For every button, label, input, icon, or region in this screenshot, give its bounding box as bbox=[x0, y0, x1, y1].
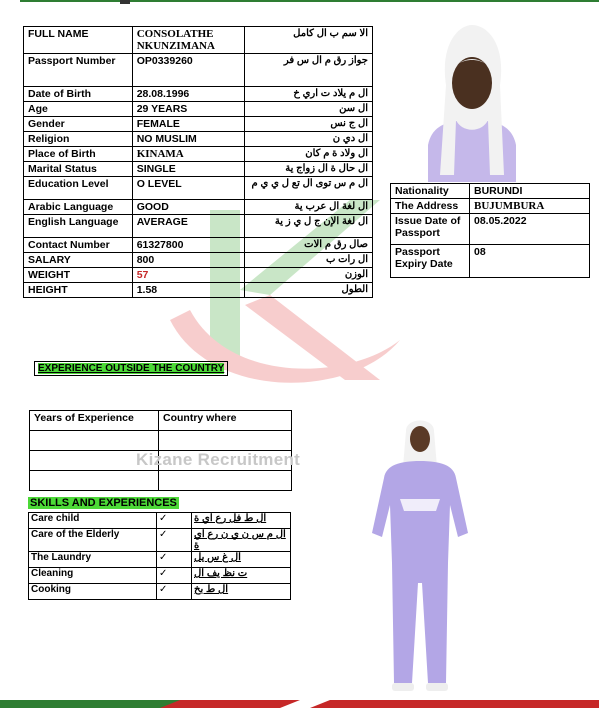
skills-table bbox=[28, 512, 291, 600]
table-cell bbox=[30, 431, 159, 451]
field-label: Nationality bbox=[391, 184, 470, 199]
age-value: 29 YEARS bbox=[132, 102, 244, 117]
issue-date-value: 08.05.2022 bbox=[470, 214, 590, 245]
table-row bbox=[29, 529, 291, 552]
table-row bbox=[24, 215, 373, 238]
field-label: English Language bbox=[24, 215, 133, 238]
field-label: Gender bbox=[24, 117, 133, 132]
arabic-label: ال لغة الإن ج ل ي ز ية bbox=[244, 215, 372, 238]
nationality-value: BURUNDI bbox=[470, 184, 590, 199]
field-label: Issue Date of Passport bbox=[391, 214, 470, 245]
bottom-stripe bbox=[0, 700, 599, 708]
arabic-label: ال سن bbox=[244, 102, 372, 117]
table-row bbox=[24, 162, 373, 177]
table-row bbox=[24, 268, 373, 283]
personal-details-table bbox=[23, 26, 373, 298]
field-label: Religion bbox=[24, 132, 133, 147]
table-row bbox=[29, 584, 291, 600]
table-row bbox=[391, 214, 590, 245]
passport-details-table bbox=[390, 183, 590, 278]
arabic-language-value: GOOD bbox=[132, 200, 244, 215]
field-label: Contact Number bbox=[24, 238, 133, 253]
table-row bbox=[30, 411, 292, 431]
arabic-label: ال ط فل رع اي ة bbox=[192, 513, 291, 529]
field-label: FULL NAME bbox=[24, 27, 133, 54]
table-row bbox=[24, 117, 373, 132]
table-row bbox=[29, 552, 291, 568]
arabic-label: ال غ س يل bbox=[192, 552, 291, 568]
weight-value: 57 bbox=[132, 268, 244, 283]
column-header: Country where bbox=[159, 411, 292, 431]
marital-status-value: SINGLE bbox=[132, 162, 244, 177]
arabic-label: الطول bbox=[244, 283, 372, 298]
table-row bbox=[24, 54, 373, 87]
experience-title: EXPERIENCE OUTSIDE THE COUNTRY bbox=[34, 361, 228, 376]
arabic-label: جواز رق م ال س فر bbox=[244, 54, 372, 87]
table-row bbox=[24, 238, 373, 253]
check-icon: ✓ bbox=[157, 513, 192, 529]
check-icon: ✓ bbox=[157, 529, 192, 552]
table-row bbox=[24, 87, 373, 102]
address-value: BUJUMBURA bbox=[470, 199, 590, 214]
expiry-date-value: 08 bbox=[470, 245, 590, 278]
arabic-label: ال ط بخ bbox=[192, 584, 291, 600]
table-row bbox=[24, 132, 373, 147]
top-rule bbox=[20, 0, 599, 2]
field-label: The Address bbox=[391, 199, 470, 214]
arabic-label: ال ج نس bbox=[244, 117, 372, 132]
arabic-label: ال رات ب bbox=[244, 253, 372, 268]
education-value: O LEVEL bbox=[132, 177, 244, 200]
arabic-label: الا سم ب ال كامل bbox=[244, 27, 372, 54]
gender-value: FEMALE bbox=[132, 117, 244, 132]
height-value: 1.58 bbox=[132, 283, 244, 298]
full-name-value: CONSOLATHE NKUNZIMANA bbox=[132, 27, 244, 54]
table-row bbox=[29, 568, 291, 584]
table-row bbox=[24, 253, 373, 268]
table-row bbox=[24, 283, 373, 298]
contact-number-value: 61327800 bbox=[132, 238, 244, 253]
arabic-label: الوزن bbox=[244, 268, 372, 283]
arabic-label: ال م يلاد ت اري خ bbox=[244, 87, 372, 102]
field-label: Place of Birth bbox=[24, 147, 133, 162]
table-cell bbox=[30, 471, 159, 491]
place-of-birth-value: KINAMA bbox=[132, 147, 244, 162]
arabic-label: ال ولاد ة م كان bbox=[244, 147, 372, 162]
passport-number-value: OP0339260 bbox=[132, 54, 244, 87]
skill-label: Cooking bbox=[29, 584, 157, 600]
field-label: Passport Expiry Date bbox=[391, 245, 470, 278]
top-mark bbox=[120, 0, 130, 4]
check-icon: ✓ bbox=[157, 568, 192, 584]
dob-value: 28.08.1996 bbox=[132, 87, 244, 102]
watermark-text: Kizane Recruitment bbox=[136, 450, 301, 469]
check-icon: ✓ bbox=[157, 584, 192, 600]
field-label: Education Level bbox=[24, 177, 133, 200]
column-header: Years of Experience bbox=[30, 411, 159, 431]
religion-value: NO MUSLIM bbox=[132, 132, 244, 147]
table-cell bbox=[159, 471, 292, 491]
table-row bbox=[24, 177, 373, 200]
field-label: Marital Status bbox=[24, 162, 133, 177]
table-row bbox=[24, 147, 373, 162]
arabic-label: ال لغة ال عرب ية bbox=[244, 200, 372, 215]
skill-label: The Laundry bbox=[29, 552, 157, 568]
table-row bbox=[24, 102, 373, 117]
field-label: Arabic Language bbox=[24, 200, 133, 215]
skills-title: SKILLS AND EXPERIENCES bbox=[30, 497, 177, 509]
table-row bbox=[24, 27, 373, 54]
salary-value: 800 bbox=[132, 253, 244, 268]
field-label: Passport Number bbox=[24, 54, 133, 87]
skill-label: Care of the Elderly bbox=[29, 529, 157, 552]
arabic-label: ال م س ن ي ن رع اي ة bbox=[192, 529, 291, 552]
arabic-label: ت نظ يف ال bbox=[192, 568, 291, 584]
table-cell bbox=[159, 431, 292, 451]
english-language-value: AVERAGE bbox=[132, 215, 244, 238]
arabic-label: ال م س توى ال تع ل ي ي م bbox=[244, 177, 372, 200]
table-row bbox=[24, 200, 373, 215]
check-icon: ✓ bbox=[157, 552, 192, 568]
arabic-label: ال حال ة ال زواج ية bbox=[244, 162, 372, 177]
field-label: Date of Birth bbox=[24, 87, 133, 102]
table-row bbox=[30, 431, 292, 451]
skill-label: Care child bbox=[29, 513, 157, 529]
field-label: WEIGHT bbox=[24, 268, 133, 283]
arabic-label: ال دي ن bbox=[244, 132, 372, 147]
field-label: Age bbox=[24, 102, 133, 117]
table-row bbox=[29, 513, 291, 529]
table-row bbox=[391, 245, 590, 278]
arabic-label: صال رق م الات bbox=[244, 238, 372, 253]
skill-label: Cleaning bbox=[29, 568, 157, 584]
table-row bbox=[391, 199, 590, 214]
table-row bbox=[391, 184, 590, 199]
field-label: HEIGHT bbox=[24, 283, 133, 298]
full-body-photo bbox=[370, 413, 470, 698]
table-row bbox=[30, 471, 292, 491]
field-label: SALARY bbox=[24, 253, 133, 268]
portrait-photo bbox=[418, 25, 526, 182]
